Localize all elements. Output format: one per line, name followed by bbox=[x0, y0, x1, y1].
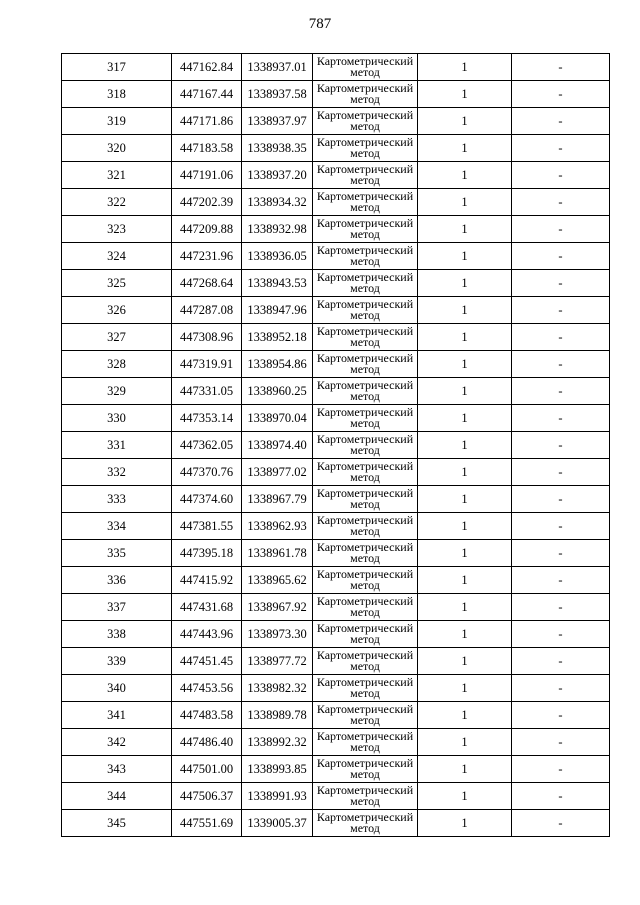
method-cell bbox=[313, 243, 418, 270]
y-coordinate-cell: 1338992.32 bbox=[242, 729, 313, 756]
note-cell: - bbox=[512, 135, 610, 162]
y-coordinate-cell: 1338960.25 bbox=[242, 378, 313, 405]
method-text: метод bbox=[350, 254, 380, 268]
note-cell: - bbox=[512, 108, 610, 135]
x-coordinate-cell: 447353.14 bbox=[172, 405, 242, 432]
method-text: Картометрический bbox=[316, 216, 414, 230]
table-row bbox=[62, 810, 610, 837]
table-row bbox=[62, 432, 610, 459]
y-coordinate-cell: 1338947.96 bbox=[242, 297, 313, 324]
note-cell: - bbox=[512, 756, 610, 783]
accuracy-cell: 1 bbox=[418, 702, 512, 729]
method-text: Картометрический bbox=[316, 189, 414, 203]
method-text: Картометрический bbox=[316, 378, 414, 392]
method-cell bbox=[313, 162, 418, 189]
method-text: метод bbox=[350, 524, 380, 538]
accuracy-cell: 1 bbox=[418, 378, 512, 405]
page-number: 787 bbox=[308, 16, 332, 32]
y-coordinate-cell: 1338993.85 bbox=[242, 756, 313, 783]
method-text: Картометрический bbox=[316, 594, 414, 608]
method-cell bbox=[313, 405, 418, 432]
y-coordinate-cell: 1338982.32 bbox=[242, 675, 313, 702]
method-cell bbox=[313, 432, 418, 459]
point-number-cell: 331 bbox=[62, 432, 172, 459]
table-row bbox=[62, 324, 610, 351]
point-number-cell: 333 bbox=[62, 486, 172, 513]
y-coordinate-cell: 1338973.30 bbox=[242, 621, 313, 648]
method-text: метод bbox=[350, 416, 380, 430]
accuracy-cell: 1 bbox=[418, 243, 512, 270]
y-coordinate-cell: 1338970.04 bbox=[242, 405, 313, 432]
method-text: Картометрический bbox=[316, 270, 414, 284]
method-text: Картометрический bbox=[316, 810, 414, 824]
x-coordinate-cell: 447268.64 bbox=[172, 270, 242, 297]
y-coordinate-cell: 1338977.72 bbox=[242, 648, 313, 675]
point-number-cell: 326 bbox=[62, 297, 172, 324]
table-row bbox=[62, 729, 610, 756]
accuracy-cell: 1 bbox=[418, 351, 512, 378]
method-text: метод bbox=[350, 605, 380, 619]
note-cell: - bbox=[512, 243, 610, 270]
table-row bbox=[62, 270, 610, 297]
point-number-cell: 340 bbox=[62, 675, 172, 702]
note-cell: - bbox=[512, 297, 610, 324]
note-cell: - bbox=[512, 621, 610, 648]
x-coordinate-cell: 447171.86 bbox=[172, 108, 242, 135]
method-text: Картометрический bbox=[316, 108, 414, 122]
method-cell bbox=[313, 513, 418, 540]
table-row bbox=[62, 756, 610, 783]
y-coordinate-cell: 1338977.02 bbox=[242, 459, 313, 486]
x-coordinate-cell: 447443.96 bbox=[172, 621, 242, 648]
point-number-cell: 327 bbox=[62, 324, 172, 351]
method-text: метод bbox=[350, 659, 380, 673]
note-cell: - bbox=[512, 594, 610, 621]
y-coordinate-cell: 1338989.78 bbox=[242, 702, 313, 729]
method-cell bbox=[313, 189, 418, 216]
method-cell bbox=[313, 108, 418, 135]
coordinates-table bbox=[61, 53, 610, 837]
x-coordinate-cell: 447209.88 bbox=[172, 216, 242, 243]
table-row bbox=[62, 702, 610, 729]
accuracy-cell: 1 bbox=[418, 513, 512, 540]
x-coordinate-cell: 447362.05 bbox=[172, 432, 242, 459]
table-row bbox=[62, 675, 610, 702]
table-row bbox=[62, 243, 610, 270]
table-row bbox=[62, 297, 610, 324]
method-text: Картометрический bbox=[316, 756, 414, 770]
note-cell: - bbox=[512, 162, 610, 189]
y-coordinate-cell: 1338932.98 bbox=[242, 216, 313, 243]
y-coordinate-cell: 1338967.92 bbox=[242, 594, 313, 621]
table-row bbox=[62, 513, 610, 540]
accuracy-cell: 1 bbox=[418, 621, 512, 648]
note-cell: - bbox=[512, 675, 610, 702]
accuracy-cell: 1 bbox=[418, 459, 512, 486]
point-number-cell: 321 bbox=[62, 162, 172, 189]
method-text: Картометрический bbox=[316, 351, 414, 365]
x-coordinate-cell: 447331.05 bbox=[172, 378, 242, 405]
y-coordinate-cell: 1338965.62 bbox=[242, 567, 313, 594]
note-cell: - bbox=[512, 378, 610, 405]
y-coordinate-cell: 1338937.20 bbox=[242, 162, 313, 189]
y-coordinate-cell: 1338937.58 bbox=[242, 81, 313, 108]
accuracy-cell: 1 bbox=[418, 729, 512, 756]
method-text: Картометрический bbox=[316, 621, 414, 635]
method-cell bbox=[313, 810, 418, 837]
method-text: Картометрический bbox=[316, 432, 414, 446]
method-cell bbox=[313, 621, 418, 648]
method-text: метод bbox=[350, 92, 380, 106]
note-cell: - bbox=[512, 810, 610, 837]
accuracy-cell: 1 bbox=[418, 648, 512, 675]
method-text: метод bbox=[350, 335, 380, 349]
x-coordinate-cell: 447191.06 bbox=[172, 162, 242, 189]
method-text: Картометрический bbox=[316, 54, 414, 68]
table-row bbox=[62, 162, 610, 189]
x-coordinate-cell: 447287.08 bbox=[172, 297, 242, 324]
method-text: метод bbox=[350, 362, 380, 376]
x-coordinate-cell: 447506.37 bbox=[172, 783, 242, 810]
point-number-cell: 342 bbox=[62, 729, 172, 756]
point-number-cell: 328 bbox=[62, 351, 172, 378]
x-coordinate-cell: 447431.68 bbox=[172, 594, 242, 621]
point-number-cell: 344 bbox=[62, 783, 172, 810]
method-text: Картометрический bbox=[316, 486, 414, 500]
note-cell: - bbox=[512, 783, 610, 810]
method-text: метод bbox=[350, 686, 380, 700]
note-cell: - bbox=[512, 432, 610, 459]
method-text: Картометрический bbox=[316, 540, 414, 554]
method-text: метод bbox=[350, 713, 380, 727]
method-text: Картометрический bbox=[316, 243, 414, 257]
accuracy-cell: 1 bbox=[418, 54, 512, 81]
method-text: метод bbox=[350, 227, 380, 241]
point-number-cell: 325 bbox=[62, 270, 172, 297]
y-coordinate-cell: 1339005.37 bbox=[242, 810, 313, 837]
method-text: Картометрический bbox=[316, 513, 414, 527]
note-cell: - bbox=[512, 702, 610, 729]
method-cell bbox=[313, 756, 418, 783]
point-number-cell: 339 bbox=[62, 648, 172, 675]
x-coordinate-cell: 447501.00 bbox=[172, 756, 242, 783]
note-cell: - bbox=[512, 216, 610, 243]
x-coordinate-cell: 447162.84 bbox=[172, 54, 242, 81]
y-coordinate-cell: 1338937.97 bbox=[242, 108, 313, 135]
note-cell: - bbox=[512, 513, 610, 540]
table-row bbox=[62, 648, 610, 675]
y-coordinate-cell: 1338937.01 bbox=[242, 54, 313, 81]
method-text: метод bbox=[350, 551, 380, 565]
accuracy-cell: 1 bbox=[418, 783, 512, 810]
note-cell: - bbox=[512, 567, 610, 594]
table-row bbox=[62, 81, 610, 108]
method-text: Картометрический bbox=[316, 567, 414, 581]
y-coordinate-cell: 1338961.78 bbox=[242, 540, 313, 567]
note-cell: - bbox=[512, 54, 610, 81]
method-text: метод bbox=[350, 470, 380, 484]
method-cell bbox=[313, 135, 418, 162]
x-coordinate-cell: 447183.58 bbox=[172, 135, 242, 162]
method-cell bbox=[313, 648, 418, 675]
y-coordinate-cell: 1338943.53 bbox=[242, 270, 313, 297]
method-text: метод bbox=[350, 65, 380, 79]
accuracy-cell: 1 bbox=[418, 756, 512, 783]
method-cell bbox=[313, 54, 418, 81]
point-number-cell: 324 bbox=[62, 243, 172, 270]
x-coordinate-cell: 447453.56 bbox=[172, 675, 242, 702]
method-text: Картометрический bbox=[316, 783, 414, 797]
table-row bbox=[62, 54, 610, 81]
method-cell bbox=[313, 675, 418, 702]
y-coordinate-cell: 1338974.40 bbox=[242, 432, 313, 459]
x-coordinate-cell: 447415.92 bbox=[172, 567, 242, 594]
method-text: метод bbox=[350, 767, 380, 781]
point-number-cell: 319 bbox=[62, 108, 172, 135]
x-coordinate-cell: 447370.76 bbox=[172, 459, 242, 486]
method-text: метод bbox=[350, 740, 380, 754]
point-number-cell: 345 bbox=[62, 810, 172, 837]
accuracy-cell: 1 bbox=[418, 675, 512, 702]
accuracy-cell: 1 bbox=[418, 567, 512, 594]
y-coordinate-cell: 1338952.18 bbox=[242, 324, 313, 351]
accuracy-cell: 1 bbox=[418, 135, 512, 162]
method-cell bbox=[313, 351, 418, 378]
table-row bbox=[62, 378, 610, 405]
point-number-cell: 338 bbox=[62, 621, 172, 648]
method-cell bbox=[313, 702, 418, 729]
y-coordinate-cell: 1338938.35 bbox=[242, 135, 313, 162]
method-cell bbox=[313, 297, 418, 324]
y-coordinate-cell: 1338967.79 bbox=[242, 486, 313, 513]
method-text: Картометрический bbox=[316, 135, 414, 149]
method-cell bbox=[313, 567, 418, 594]
method-text: Картометрический bbox=[316, 729, 414, 743]
method-cell bbox=[313, 378, 418, 405]
table-row bbox=[62, 189, 610, 216]
point-number-cell: 329 bbox=[62, 378, 172, 405]
point-number-cell: 318 bbox=[62, 81, 172, 108]
y-coordinate-cell: 1338934.32 bbox=[242, 189, 313, 216]
method-text: Картометрический bbox=[316, 297, 414, 311]
method-cell bbox=[313, 459, 418, 486]
accuracy-cell: 1 bbox=[418, 270, 512, 297]
note-cell: - bbox=[512, 324, 610, 351]
method-text: метод bbox=[350, 119, 380, 133]
table-row bbox=[62, 540, 610, 567]
method-text: метод bbox=[350, 173, 380, 187]
method-text: метод bbox=[350, 281, 380, 295]
y-coordinate-cell: 1338954.86 bbox=[242, 351, 313, 378]
x-coordinate-cell: 447202.39 bbox=[172, 189, 242, 216]
method-cell bbox=[313, 594, 418, 621]
note-cell: - bbox=[512, 540, 610, 567]
method-text: Картометрический bbox=[316, 324, 414, 338]
accuracy-cell: 1 bbox=[418, 540, 512, 567]
point-number-cell: 343 bbox=[62, 756, 172, 783]
method-cell bbox=[313, 729, 418, 756]
method-text: метод bbox=[350, 389, 380, 403]
note-cell: - bbox=[512, 270, 610, 297]
method-text: метод bbox=[350, 821, 380, 835]
method-cell bbox=[313, 81, 418, 108]
table-row bbox=[62, 216, 610, 243]
method-text: Картометрический bbox=[316, 162, 414, 176]
method-text: метод bbox=[350, 578, 380, 592]
point-number-cell: 320 bbox=[62, 135, 172, 162]
y-coordinate-cell: 1338962.93 bbox=[242, 513, 313, 540]
point-number-cell: 323 bbox=[62, 216, 172, 243]
x-coordinate-cell: 447381.55 bbox=[172, 513, 242, 540]
table-row bbox=[62, 621, 610, 648]
x-coordinate-cell: 447395.18 bbox=[172, 540, 242, 567]
accuracy-cell: 1 bbox=[418, 810, 512, 837]
point-number-cell: 336 bbox=[62, 567, 172, 594]
method-text: метод bbox=[350, 632, 380, 646]
accuracy-cell: 1 bbox=[418, 486, 512, 513]
note-cell: - bbox=[512, 405, 610, 432]
coordinates-table-body bbox=[62, 54, 610, 837]
x-coordinate-cell: 447483.58 bbox=[172, 702, 242, 729]
accuracy-cell: 1 bbox=[418, 216, 512, 243]
method-text: Картометрический bbox=[316, 648, 414, 662]
x-coordinate-cell: 447308.96 bbox=[172, 324, 242, 351]
x-coordinate-cell: 447486.40 bbox=[172, 729, 242, 756]
method-cell bbox=[313, 270, 418, 297]
method-cell bbox=[313, 540, 418, 567]
method-text: метод bbox=[350, 497, 380, 511]
method-text: Картометрический bbox=[316, 405, 414, 419]
note-cell: - bbox=[512, 729, 610, 756]
point-number-cell: 334 bbox=[62, 513, 172, 540]
note-cell: - bbox=[512, 81, 610, 108]
table-row bbox=[62, 594, 610, 621]
accuracy-cell: 1 bbox=[418, 81, 512, 108]
note-cell: - bbox=[512, 351, 610, 378]
x-coordinate-cell: 447451.45 bbox=[172, 648, 242, 675]
method-text: метод bbox=[350, 443, 380, 457]
table-row bbox=[62, 459, 610, 486]
table-row bbox=[62, 486, 610, 513]
table-row bbox=[62, 783, 610, 810]
accuracy-cell: 1 bbox=[418, 432, 512, 459]
method-text: Картометрический bbox=[316, 702, 414, 716]
accuracy-cell: 1 bbox=[418, 405, 512, 432]
x-coordinate-cell: 447231.96 bbox=[172, 243, 242, 270]
method-text: метод bbox=[350, 200, 380, 214]
point-number-cell: 337 bbox=[62, 594, 172, 621]
method-cell bbox=[313, 324, 418, 351]
table-row bbox=[62, 351, 610, 378]
note-cell: - bbox=[512, 459, 610, 486]
accuracy-cell: 1 bbox=[418, 108, 512, 135]
point-number-cell: 335 bbox=[62, 540, 172, 567]
method-text: метод bbox=[350, 794, 380, 808]
x-coordinate-cell: 447167.44 bbox=[172, 81, 242, 108]
accuracy-cell: 1 bbox=[418, 594, 512, 621]
accuracy-cell: 1 bbox=[418, 189, 512, 216]
method-text: метод bbox=[350, 308, 380, 322]
method-cell bbox=[313, 216, 418, 243]
accuracy-cell: 1 bbox=[418, 324, 512, 351]
y-coordinate-cell: 1338936.05 bbox=[242, 243, 313, 270]
table-row bbox=[62, 108, 610, 135]
method-text: метод bbox=[350, 146, 380, 160]
table-row bbox=[62, 405, 610, 432]
method-text: Картометрический bbox=[316, 675, 414, 689]
note-cell: - bbox=[512, 648, 610, 675]
accuracy-cell: 1 bbox=[418, 162, 512, 189]
point-number-cell: 317 bbox=[62, 54, 172, 81]
table-row bbox=[62, 567, 610, 594]
point-number-cell: 341 bbox=[62, 702, 172, 729]
table-row bbox=[62, 135, 610, 162]
method-cell bbox=[313, 486, 418, 513]
x-coordinate-cell: 447319.91 bbox=[172, 351, 242, 378]
note-cell: - bbox=[512, 486, 610, 513]
method-text: Картометрический bbox=[316, 459, 414, 473]
y-coordinate-cell: 1338991.93 bbox=[242, 783, 313, 810]
point-number-cell: 332 bbox=[62, 459, 172, 486]
x-coordinate-cell: 447374.60 bbox=[172, 486, 242, 513]
x-coordinate-cell: 447551.69 bbox=[172, 810, 242, 837]
point-number-cell: 330 bbox=[62, 405, 172, 432]
note-cell: - bbox=[512, 189, 610, 216]
method-text: Картометрический bbox=[316, 81, 414, 95]
point-number-cell: 322 bbox=[62, 189, 172, 216]
method-cell bbox=[313, 783, 418, 810]
accuracy-cell: 1 bbox=[418, 297, 512, 324]
